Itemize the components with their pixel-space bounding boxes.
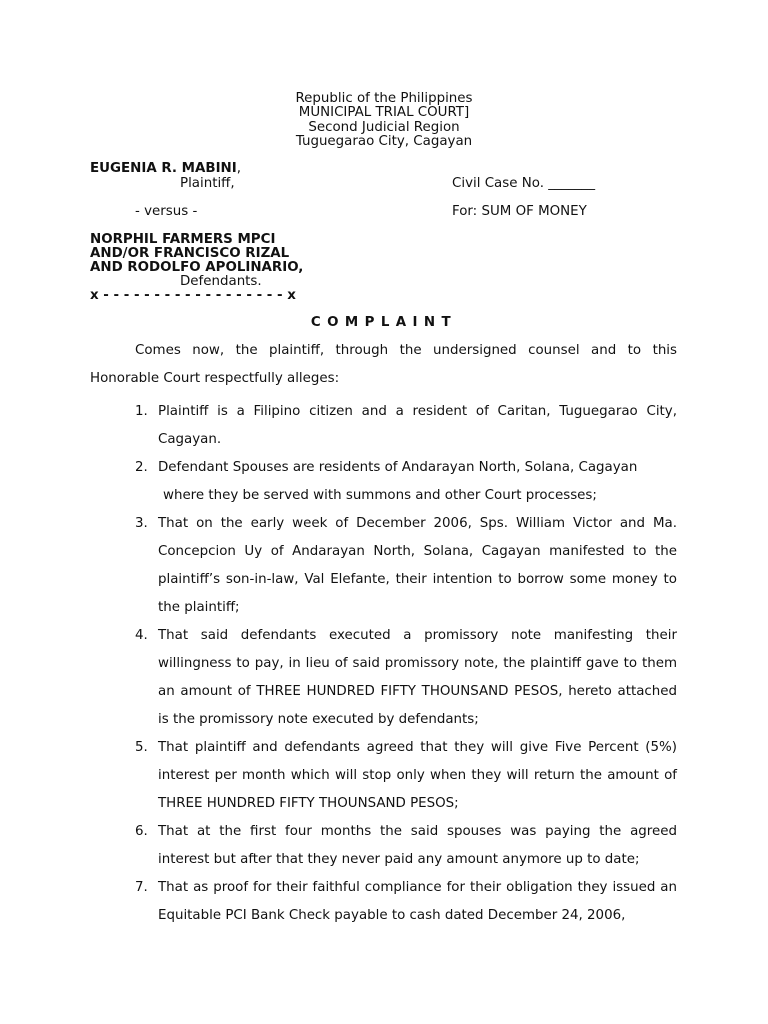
- list-item: [0, 398, 768, 454]
- caption-separator: x - - - - - - - - - - - - - - - - - - x: [90, 288, 296, 303]
- item-number: 5.: [135, 740, 148, 755]
- civil-case-number: Civil Case No. _______: [452, 176, 596, 191]
- defendant-line-1: NORPHIL FARMERS MPCI: [90, 232, 276, 247]
- header-line-republic: Republic of the Philippines: [295, 91, 473, 106]
- defendant-line-2: AND/OR FRANCISCO RIZAL: [90, 246, 290, 261]
- item-text: That said defendants executed a promissory note manifesting their willingness to pay, in lieu of said promissory note, the plaintiff gave to them an amount of THREE HUNDRED FIFTY THOUNSAND PESOS, hereto attached is the promissory note executed by defendants;: [158, 628, 677, 727]
- item-number: 3.: [135, 516, 148, 531]
- header-line-city: Tuguegarao City, Cagayan: [295, 134, 473, 150]
- plaintiff-name: EUGENIA R. MABINI,: [90, 161, 242, 176]
- item-text: That on the early week of December 2006, Sps. William Victor and Ma. Concepcion Uy of Andarayan North, Solana, Cagayan manifested to the plaintiff’s son-in-law, Val Elefante, their intention to borrow some money to the plaintiff;: [158, 516, 677, 615]
- header-line-region: Second Judicial Region: [308, 119, 460, 135]
- list-item: [0, 818, 768, 874]
- item-text: That plaintiff and defendants agreed that they will give Five Percent (5%) interest per month which will stop only when they will return the amount of THREE HUNDRED FIFTY THOUNSAND PESOS;: [158, 740, 677, 811]
- item-text: That as proof for their faithful compliance for their obligation they issued an Equitable PCI Bank Check payable to cash dated December 24, 2006,: [158, 880, 677, 923]
- item-text: That at the first four months the said spouses was paying the agreed interest but after that they never paid any amount anymore up to date;: [158, 824, 677, 867]
- header-line-court: MUNICIPAL TRIAL COURT]: [298, 105, 470, 121]
- item-number: 6.: [135, 824, 148, 839]
- document-title: COMPLAINT: [310, 315, 458, 330]
- list-item: [0, 510, 768, 622]
- versus-label: - versus -: [135, 204, 198, 219]
- intro-paragraph: Comes now, the plaintiff, through the undersigned counsel and to this Honorable Court respectfully alleges:: [90, 343, 677, 386]
- list-item: [0, 622, 768, 734]
- item-number: 7.: [135, 880, 148, 895]
- item-text: Defendant Spouses are residents of Andarayan North, Solana, Cagayan where they be served with summons and other Court processes;: [158, 460, 638, 503]
- item-number: 2.: [135, 460, 148, 475]
- plaintiff-role: Plaintiff,: [180, 176, 235, 191]
- item-number: 4.: [135, 628, 148, 643]
- item-number: 1.: [135, 404, 148, 419]
- defendant-line-3: AND RODOLFO APOLINARIO,: [90, 260, 304, 275]
- list-item: [0, 454, 768, 510]
- list-item: [0, 874, 768, 930]
- allegations-list: [0, 398, 768, 930]
- list-item: [0, 734, 768, 818]
- court-header: [0, 92, 768, 150]
- case-nature: For: SUM OF MONEY: [452, 204, 587, 219]
- item-text: Plaintiff is a Filipino citizen and a resident of Caritan, Tuguegarao City, Cagayan.: [158, 404, 677, 447]
- defendants-role: Defendants.: [180, 274, 262, 289]
